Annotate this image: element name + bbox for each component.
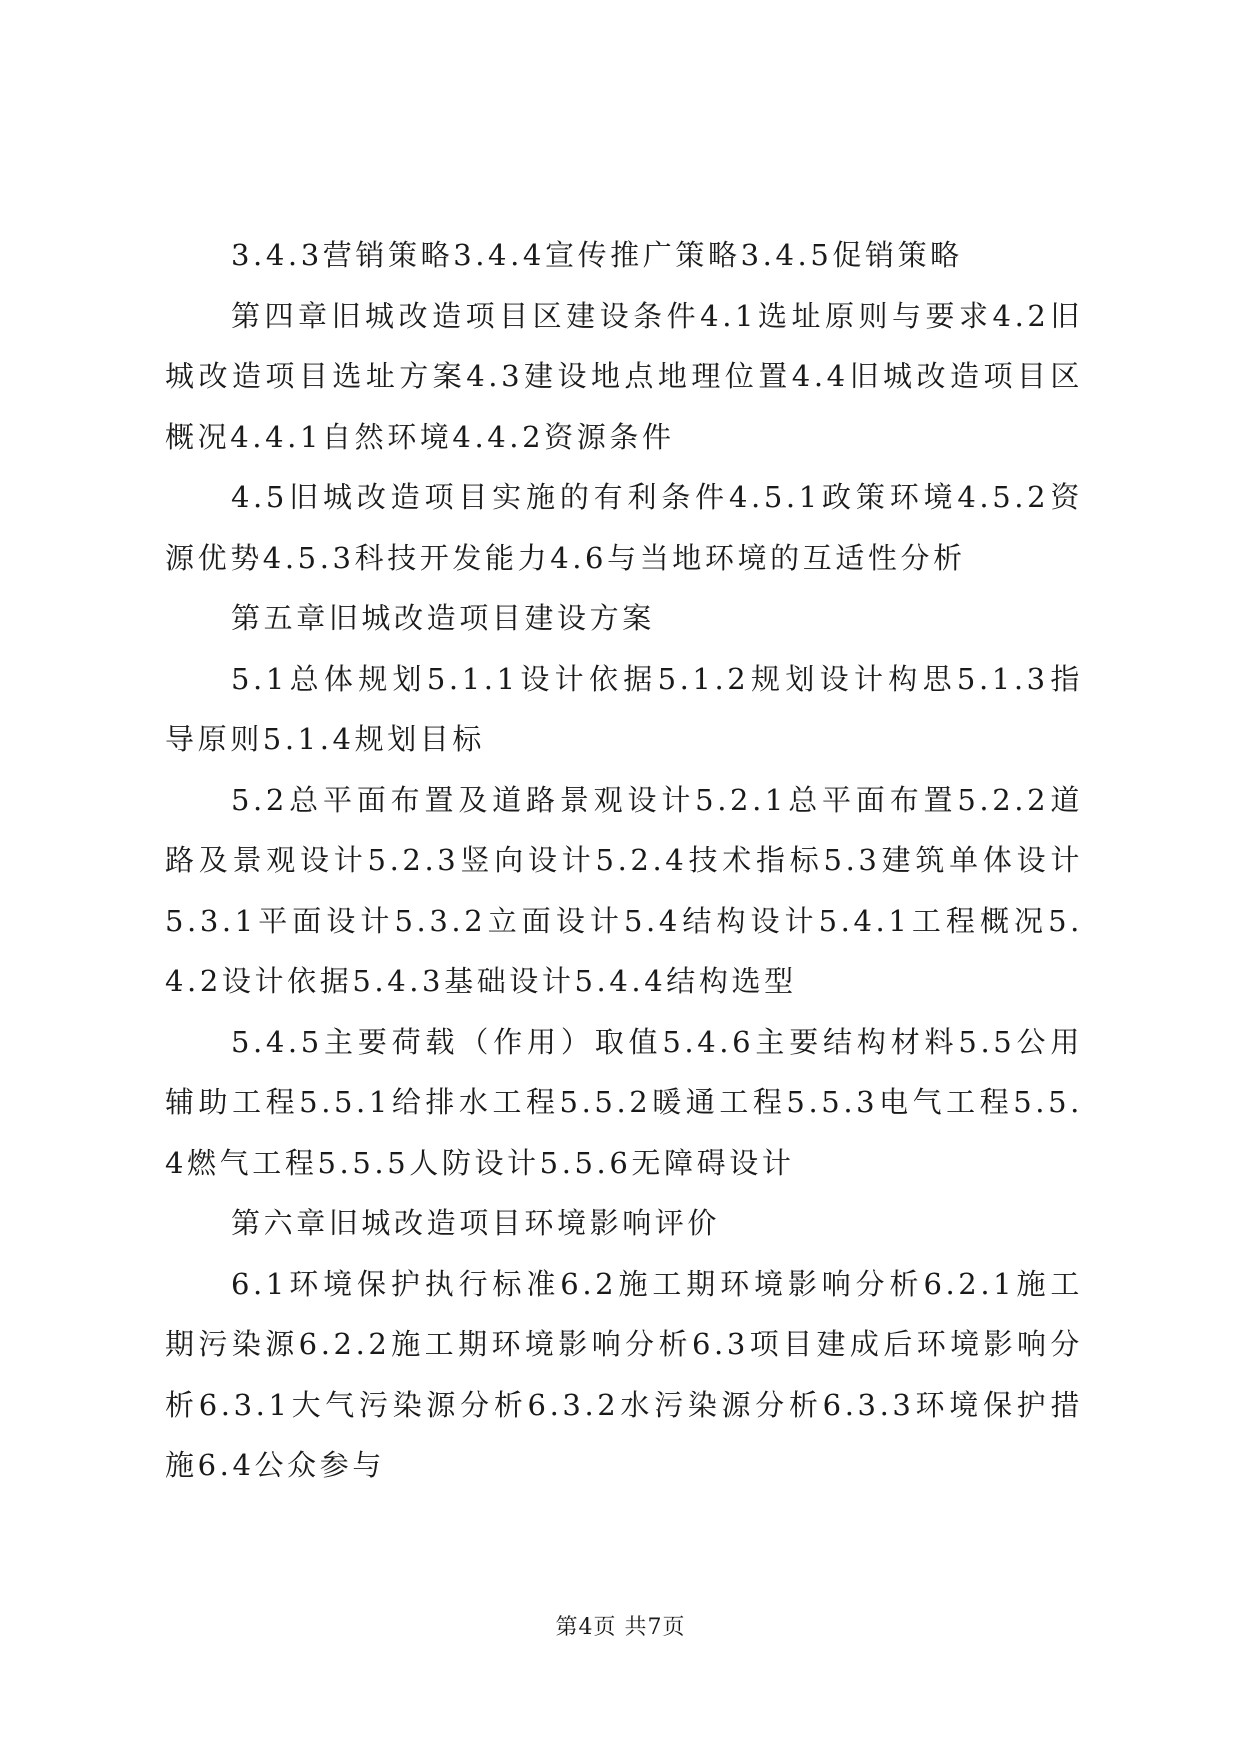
paragraph-loads-and-utilities: 5.4.5主要荷载（作用）取值5.4.6主要结构材料5.5公用辅助工程5.5.1给排水工程5.5.2暖通工程5.5.3电气工程5.5.4燃气工程5.5.5人防设计5.5.6无障碍设计: [165, 1024, 1083, 1180]
paragraph-favorable-conditions: 4.5旧城改造项目实施的有利条件4.5.1政策环境4.5.2资源优势4.5.3科技开发能力4.6与当地环境的互适性分析: [165, 480, 1083, 575]
document-body: [165, 225, 1083, 1496]
paragraph-site-layout-and-structure: 5.2总平面布置及道路景观设计5.2.1总平面布置5.2.2道路及景观设计5.2.3竖向设计5.2.4技术指标5.3建筑单体设计5.3.1平面设计5.3.2立面设计5.4结构设计5.4.1工程概况5.4.2设计依据5.4.3基础设计5.4.4结构选型: [165, 782, 1083, 998]
paragraph-chapter-4-construction-conditions: 第四章旧城改造项目区建设条件4.1选址原则与要求4.2旧城改造项目选址方案4.3建设地点地理位置4.4旧城改造项目区概况4.4.1自然环境4.4.2资源条件: [165, 298, 1083, 454]
paragraph-overall-planning: 5.1总体规划5.1.1设计依据5.1.2规划设计构思5.1.3指导原则5.1.4规划目标: [165, 661, 1083, 756]
paragraph-chapter-5-heading: 第五章旧城改造项目建设方案: [231, 601, 655, 635]
paragraph-chapter-6-heading: 第六章旧城改造项目环境影响评价: [231, 1206, 721, 1240]
page-number-footer: 第4页 共7页: [555, 1615, 686, 1640]
paragraph-marketing-strategy: 3.4.3营销策略3.4.4宣传推广策略3.4.5促销策略: [231, 238, 963, 272]
paragraph-environmental-protection: 6.1环境保护执行标准6.2施工期环境影响分析6.2.1施工期污染源6.2.2施工期环境影响分析6.3项目建成后环境影响分析6.3.1大气污染源分析6.3.2水污染源分析6.3.3环境保护措施6.4公众参与: [165, 1266, 1083, 1482]
